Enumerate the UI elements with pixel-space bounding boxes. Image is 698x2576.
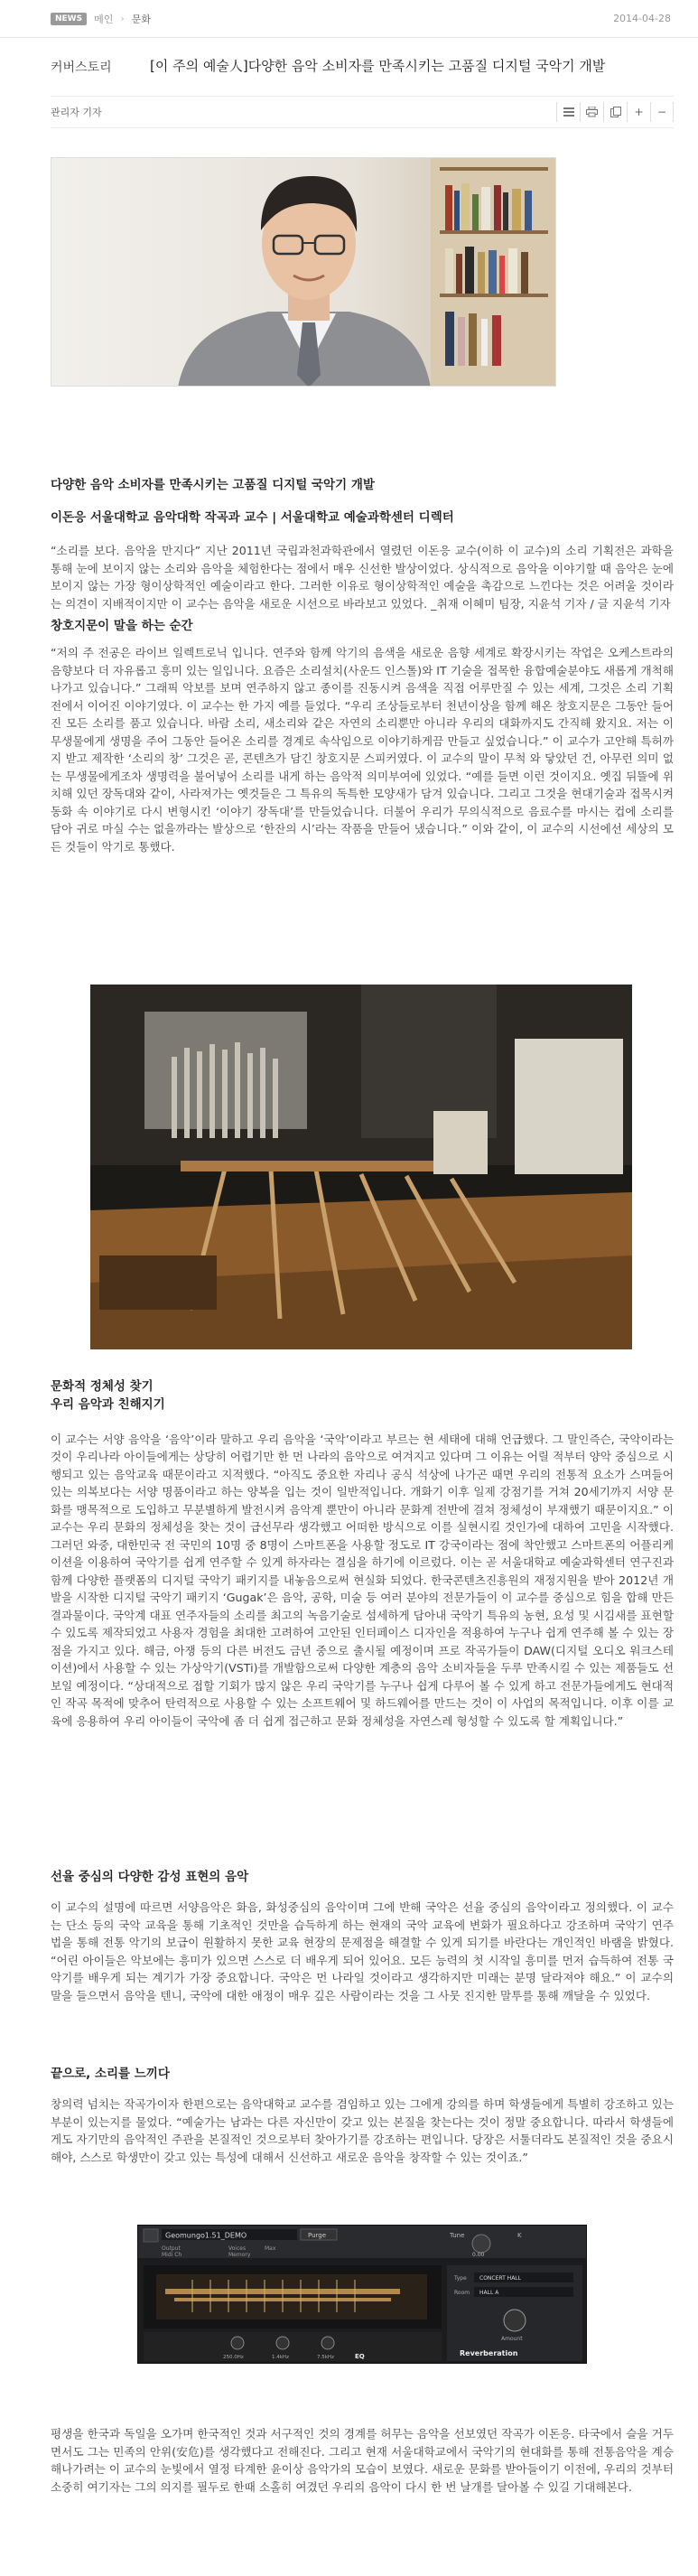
memory-label: Memory (228, 2252, 251, 2258)
lead-paragraph: “소리를 보다. 음악을 만지다” 지난 2011년 국립과천과학관에서 열렸던 이돈응 교수(이하 이 교수)의 소리 기획전은 과학을 통해 눈에 보이지 않는 소리와 음악을 체험한다는 점에서 매우 신선한 발상이었다. 상식적으로 음악을 이야기할 때 음악은 눈에 보이지 않는 가장 형이상학적인 예술이라고 한다. 그러한 이유로 형이상학적인 예술을 촉감으로 느낀다는 것은 어려울 것이라는 의견이 지배적이지만 이 교수는 음악을 새로운 시선으로 바라보고 있었다. _취재 이혜미 팀장, 지윤석 기자 / 글 지윤석 기자 (51, 544, 674, 611)
article-tools (556, 102, 674, 122)
section-2 (51, 1377, 674, 1730)
section-4 (51, 2065, 674, 2166)
room-label: Room (454, 2290, 470, 2296)
section-3-text: 이 교수의 설명에 따르면 서양음악은 화음, 화성중심의 음악이며 그에 반해 국악은 선율 중심의 음악이라고 정의했다. 이 교수는 단소 등의 국악 교육을 통해 기초적인 것만을 습득하게 하는 현재의 국악 교육에 변화가 필요하다고 강조하며 국악기 연주 법을 통해 전통 악기의 보급이 원활하지 못한 교육 현장의 문제점을 해결할 수 있게 되기를 바란다는 개인적인 바램을 밝혔다. “어린 아이들은 악보에는 흥미가 있으면 스스로 더 배우게 되어 있어요. 모든 능력의 첫 시작일 흥미를 먼저 습득하여 전통 국악기를 배우게 되는 계기가 가장 중요합니다. 국악은 먼 나라일 것이라고 생각하지만 미래는 분명 달라져야 해요.” 이 교수의 말을 들으면서 음악을 텐니, 국악에 대한 애정이 매우 깊은 사람이라는 것을 그 사뭇 진지한 말투를 통해 깨달을 수 있었다. (51, 1900, 674, 2002)
eq-freq-low: 250.0Hz (223, 2355, 244, 2360)
section-2-text: 이 교수는 서양 음악을 ‘음악’이라 말하고 우리 음악을 ‘국악’이라고 부르는 현 세태에 대해 언급했다. 그 말인즉슨, 국악이라는 것이 우리나라 아이들에게는 상당히 어렵기만 한 먼 나라의 음악으로 여겨지고 있다며 그 이유는 어릴 적부터 양악 중심으로 시행되고 있는 음악교육 때문이라고 지적했다. “아직도 중요한 자리나 공식 석상에 나가곤 때면 우리의 전통적 요소가 스며들어있는 의복보다는 서양 명품이라고 하는 양복을 입는 것이 일반적입니다. 개화기 이후 일제 강점기를 거쳐 20세기까지 서양 문화를 맹목적으로 도입하고 무분별하게 발전시켜 음악계 뿐만이 아니라 문화계 전반에 걸쳐 정체성이 부재했기 때문이지요.” 이 교수는 우리 문화의 정체성을 찾는 것이 급선무라 생각했고 어떠한 방식으로 이를 실현시킬 것인가에 대하여 고민을 시작했다. 그러던 와중, 대한민국 전 국민의 10명 중 8명이 스마트폰을 사용할 정도로 IT 강국이라는 점에 착안했고 스마트폰의 어플리케이션을 이용하여 국악기를 쉽게 연주할 수 있게 하자라는 결심을 하기에 이르렀다. 이는 곧 서울대학교 예술과학센터 연구진과 함께 다양한 플랫폼의 디지털 국악기 패키지를 내놓음으로써 현실화 되었다. 한국콘텐츠진흥원의 재정지원을 받아 2012년 개발을 시작한 디지털 국악기 패키지 ‘Gugak’은 음악, 공학, 미술 등 여러 분야의 전문가들이 이 교수를 중심으로 힘을 합해 만든 결과물이다. 국악계 대표 연주자들의 소리를 최고의 녹음기술로 섬세하게 담아내 국악기 특유의 농현, 요성 및 시김새를 표현할 수 있도록 제작되었고 사용자 경험을 최대한 고려하여 고안된 인터페이스 디자인을 적용하여 누구나 쉽게 연주해 볼 수 있는 장점을 가지고 있다. 해금, 아쟁 등의 다른 버전도 금년 중으로 출시될 예정이며 프로 작곡가들이 DAW(디지털 오디오 워크스테이션)에서 사용할 수 있는 가상악기(VSTi)를 개발함으로써 다양한 계층의 음악 소비자들을 두루 만족시킬 수 있는 제품들도 선보일 예정이다. “상대적으로 접할 기회가 많지 않은 우리 국악기를 누구나 쉽게 다루어 볼 수 있게 하고 전문가들에게도 현대적인 작곡 목적에 맞추어 탄력적으로 사용할 수 있는 소프트웨어 및 하드웨어를 만드는 것이 이 사업의 목적입니다. 이후 이를 교육에 응용하여 우리 아이들이 국악에 좀 더 쉽게 접근하고 문화 정체성을 자연스레 형성할 수 있도록 할 계획입니다.” (51, 1432, 674, 1728)
top-bar (0, 0, 698, 38)
print-icon (586, 107, 598, 117)
kontakt-label: K (517, 2232, 522, 2239)
tune-knob[interactable] (472, 2235, 490, 2253)
zoom-out-button[interactable]: − (650, 102, 674, 122)
output-label: Output (162, 2245, 181, 2252)
eq-knob-mid[interactable] (276, 2337, 289, 2349)
eq-freq-mid: 1.4kHz (272, 2355, 289, 2360)
midi-label: Midi Ch (162, 2252, 182, 2258)
section-3 (51, 1868, 674, 2004)
article-subtitle-wrap (51, 509, 674, 527)
copy-button[interactable] (603, 102, 627, 122)
amount-label: Amount (501, 2336, 523, 2342)
article-date: 2014-04-28 (613, 13, 671, 24)
type-value[interactable]: CONCERT HALL (479, 2275, 521, 2282)
reporter-name: 관리자 기자 (51, 107, 102, 118)
amount-knob[interactable] (504, 2310, 526, 2331)
article-title: [이 주의 예술人]다양한 음악 소비자를 만족시키는 고품질 디지털 국악기 개발 (150, 58, 606, 75)
lead-paragraph-wrap (51, 542, 674, 612)
print-button[interactable] (580, 102, 603, 122)
section-1-title: 창호지문이 말을 하는 순간 (51, 619, 193, 633)
eq-knob-high[interactable] (321, 2337, 334, 2349)
room-value[interactable]: HALL A (479, 2290, 499, 2296)
section-2-title-line1: 문화적 정체성 찾기 (51, 1379, 154, 1394)
zoom-in-button[interactable]: + (627, 102, 650, 122)
eq-knob-low[interactable] (231, 2337, 244, 2349)
list-icon (563, 107, 574, 117)
portrait-photo (51, 157, 556, 387)
section-1-text: “저의 주 전공은 라이브 일렉트로닉 입니다. 연주와 함께 악기의 음색을 새로운 음향 세계로 확장시키는 작업은 오케스트라의 음향보다 더 자유롭고 흥미 있는 일입니다. 요즘은 소리설치(사운드 인스톨)와 IT 기술을 접목한 융합예술분야도 새롭게 개척해나가고 있습니다.” 그래픽 악보를 보며 연주하지 않고 종이를 진동시켜 음색을 직접 어루만질 수 있는 세계, 그것은 소리 기획전에서 이어진 이야기였다. 이 교수는 한 가지 예를 들었다. “우리 조상들로부터 천년이상을 함께 해온 창호지문은 그동안 들어진 모든 소리를 품고 있습니다. 바람 소리, 새소리와 같은 자연의 소리뿐만 아니라 우리의 대화까지도 간직해 왔지요. 저는 이 무생물에게 생명을 주어 그동안 들어온 소리를 경계로 속삭임으로 이야기하게끔 만들고 싶었습니다.” 이 교수가 고안해 특허까지 받고 제작한 ‘소리의 창’ 그것은 곧, 콘텐츠가 담긴 창호지문 스피커였다. 이 교수의 말이 무척 와 닿았던 건, 아무런 의미 없는 무생물에게조차 생명력을 불어넣어 소리를 내게 하는 음악적 의미부여에 있었다. “예를 들면 이런 것이지요. 옛집 뒤뜰에 위치해 있던 장독대와 같이, 사라져가는 옛것들은 그 특유의 독특한 모양새가 담겨 있습니다. 그리고 그것을 현대기술과 접목시켜 동화 속 이야기로 다시 변형시킨 ‘이야기 장독대’를 만들었습니다. 더불어 우리가 무의식적으로 음료수를 마시는 컵에 소리를 담아 귀로 마실 수는 없을까라는 발상으로 ‘한잔의 시’라는 작품을 만들어 냈습니다.” 이와 같이, 이 교수의 시선에선 세상의 모든 것들이 악기로 통했다. (51, 646, 674, 854)
breadcrumb-section[interactable]: 문화 (131, 13, 152, 25)
news-tag: NEWS (51, 13, 87, 25)
section-3-title: 선율 중심의 다양한 감성 표현의 음악 (51, 1870, 249, 1884)
section-5-text: 평생을 한국과 독일을 오가며 한국적인 것과 서구적인 것의 경계를 허무는 음악을 선보였던 작곡가 이돈응. 타국에서 슬을 거두면서도 그는 민족의 안위(安危)를 생각했다고 전해진다. 그리고 현재 서울대학교에서 국악기의 현대화를 통해 전통음악을 계승해나가려는 이 교수의 눈빛에서 열정 타계한 윤이상 음악가의 모습이 보였다. 새로운 문화를 받아들이기 이전에, 우리의 것부터 소중히 여기자는 그의 의지를 필두로 한때 소홀히 여겼던 우리의 음악이 다시 한 번 날개를 달아볼 수 있길 기대해본다. (51, 2427, 674, 2494)
purge-button[interactable]: Purge (308, 2232, 327, 2239)
section-4-title: 끝으로, 소리를 느끼다 (51, 2067, 170, 2081)
section-2-title-line2: 우리 음악과 친해지기 (51, 1397, 165, 1413)
max-label: Max (265, 2245, 276, 2252)
eq-freq-high: 7.5kHz (317, 2355, 334, 2360)
article-intro (51, 476, 674, 494)
article-subtitle: 이돈응 서울대학교 음악대학 작곡과 교수 | 서울대학교 예술과학센터 디렉터 (51, 510, 454, 525)
type-label: Type (454, 2275, 467, 2282)
voices-label: Voices (228, 2245, 247, 2252)
breadcrumb (51, 12, 151, 26)
list-button[interactable] (556, 102, 580, 122)
section-4-text: 창의력 넘치는 작곡가이자 한편으로는 음악대학교 교수를 겸임하고 있는 그에게 강의를 하며 학생들에게 특별히 강조하고 있는 부분이 있는지를 물었다. “예술가는 남과는 다른 자신만이 갖고 있는 본질을 찾는다는 것이 정말 중요합니다. 따라서 학생들에게도 자기만의 음악적인 주관을 본질적인 것으로부터 찾아가기를 강조하는 편입니다. 당장은 서툴더라도 본질적인 것을 중요시해야, 스스로 학생만이 갖고 있는 특성에 대해서 신선하고 새로운 음악을 창작할 수 있는 것이죠.” (51, 2097, 674, 2164)
section-5 (51, 2425, 674, 2496)
tune-label: Tune (450, 2232, 465, 2239)
article-header (51, 38, 674, 96)
plugin-screenshot (137, 2225, 587, 2364)
eq-label: EQ (355, 2353, 365, 2360)
copy-icon (610, 107, 621, 117)
chevron-right-icon: › (120, 13, 125, 24)
preset-name: Geomungo1.51_DEMO (165, 2231, 247, 2240)
breadcrumb-home[interactable]: 메인 (94, 13, 114, 25)
section-1 (51, 617, 674, 855)
section-name: 커버스토리 (51, 61, 112, 75)
tune-value: 0.00 (472, 2252, 485, 2258)
byline-bar (51, 96, 674, 128)
installation-photo (90, 985, 632, 1349)
article-headline: 다양한 음악 소비자를 만족시키는 고품질 디지털 국악기 개발 (51, 478, 375, 492)
reverb-label: Reverberation (460, 2349, 518, 2357)
